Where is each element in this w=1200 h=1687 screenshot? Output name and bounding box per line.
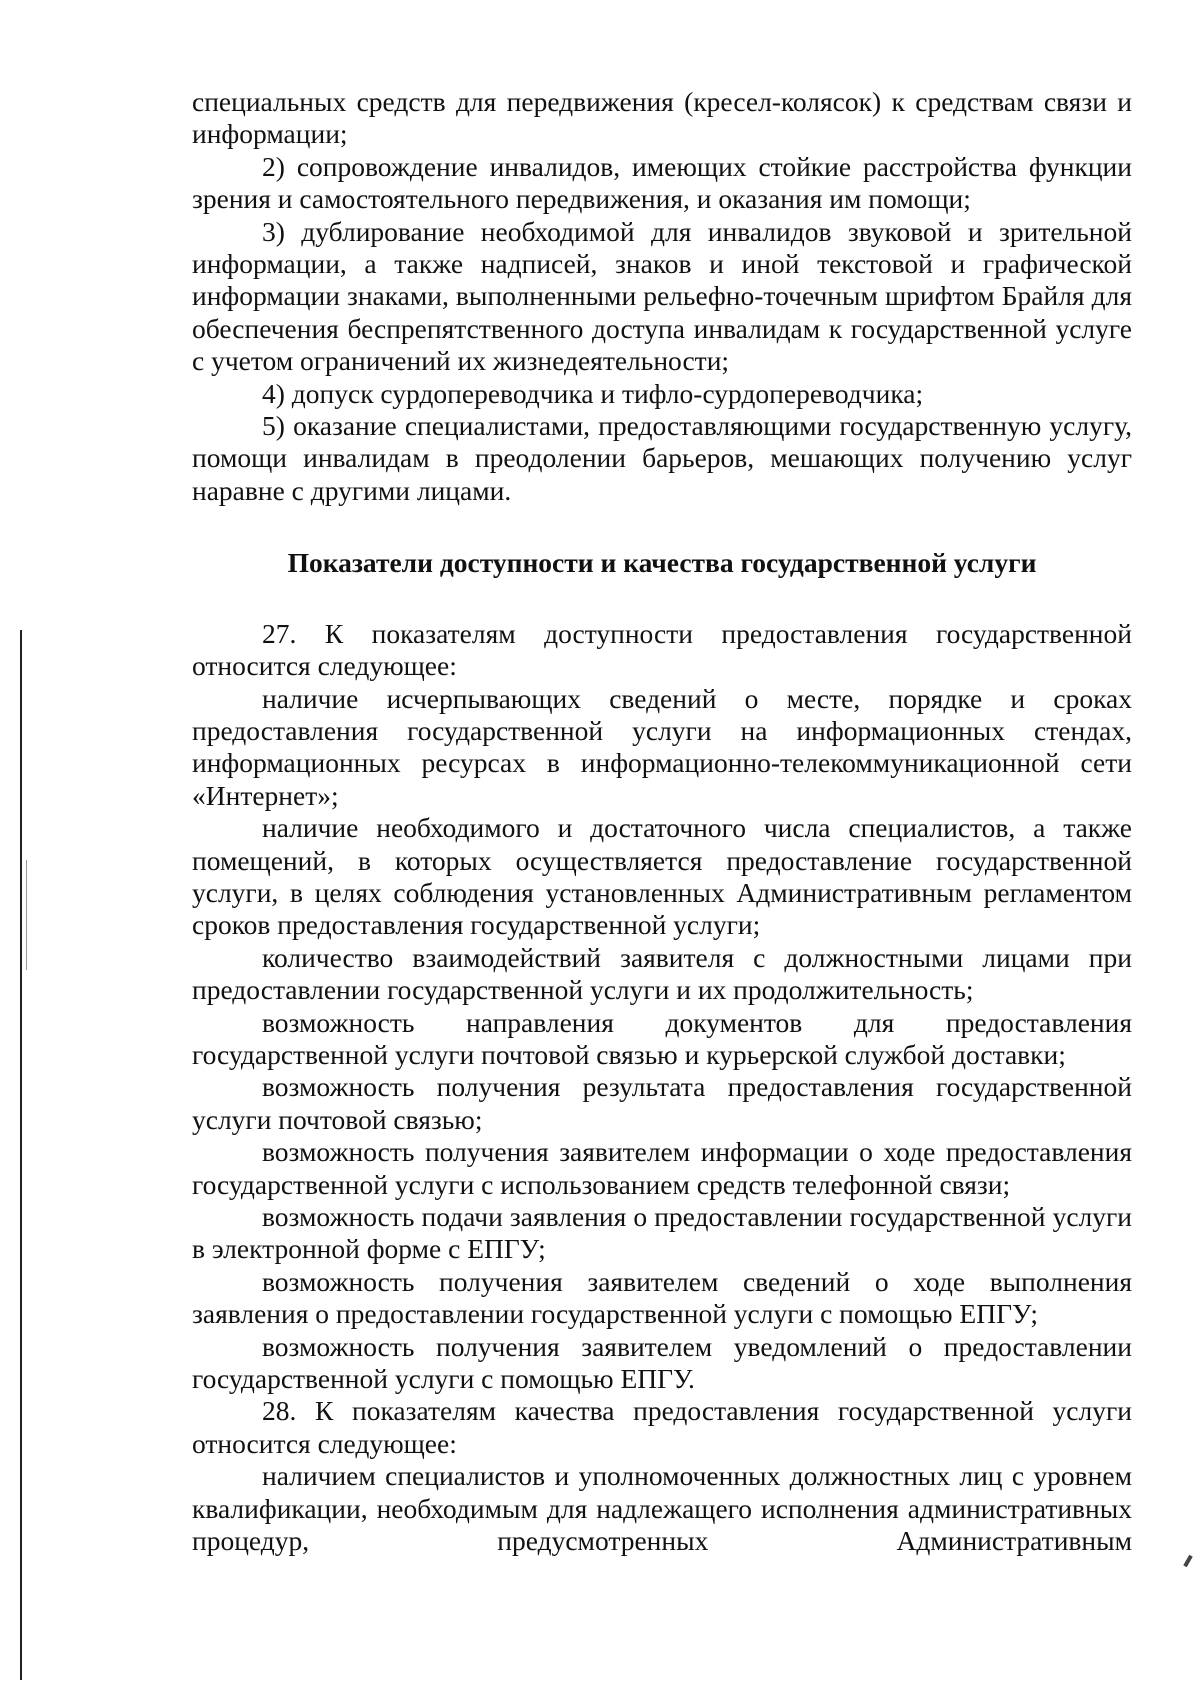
paragraph: наличие необходимого и достаточного числа специалистов, а также помещений, в которых осуществляется предоставление государственной услуги, в целях соблюдения установленных Административным регламентом сроков предоставления государственной услуги;	[192, 812, 1132, 941]
paragraph: возможность направления документов для предоставления государственной услуги почтовой связью и курьерской службой доставки;	[192, 1006, 1132, 1070]
paragraph: 28. К показателям качества предоставления государственной услуги относится следующее:	[192, 1395, 1132, 1459]
paragraph: возможность получения заявителем уведомлений о предоставлении государственной услуги с помощью ЕПГУ.	[192, 1330, 1132, 1395]
paragraph: возможность получения заявителем информации о ходе предоставления государственной услуги с использованием средств телефонной связи;	[192, 1136, 1132, 1200]
paragraph: наличие исчерпывающих сведений о месте, порядке и сроках предоставления государственной услуги на информационных стендах, информационных ресурсах в информационно-телекоммуникационной сети «Интернет»;	[192, 682, 1132, 811]
scan-margin-line-faint	[26, 860, 27, 970]
paragraph: возможность получения результата предоставления государственной услуги почтовой связью;	[192, 1071, 1132, 1135]
paragraph: 4) допуск сурдопереводчика и тифло-сурдопереводчика;	[262, 377, 924, 409]
paragraph: специальных средств для передвижения (кресел-колясок) к средствам связи и информации;	[192, 86, 1132, 150]
paragraph: наличием специалистов и уполномоченных должностных лиц с уровнем квалификации, необходимым для надлежащего исполнения административных процедур, предусмотренных Административным	[192, 1460, 1132, 1557]
paragraphs-bottom	[192, 618, 1132, 1558]
paragraph: возможность подачи заявления о предоставлении государственной услуги в электронной форме с ЕПГУ;	[192, 1201, 1132, 1265]
paragraph: количество взаимодействий заявителя с должностными лицами при предоставлении государственной услуги и их продолжительность;	[192, 941, 1132, 1006]
paragraph: 27. К показателям доступности предоставления государственной относится следующее:	[192, 617, 1132, 682]
paragraphs-top	[192, 86, 1132, 507]
section-heading: Показатели доступности и качества государственной услуги	[287, 547, 1037, 579]
paragraph: 2) сопровождение инвалидов, имеющих стойкие расстройства функции зрения и самостоятельного передвижения, и оказания им помощи;	[192, 150, 1132, 215]
scan-edge-mark	[1183, 1555, 1192, 1567]
paragraph: 3) дублирование необходимой для инвалидов звуковой и зрительной информации, а также надписей, знаков и иной текстовой и графической информации знаками, выполненными рельефно-точечным шрифтом Брайля для обеспечения беспрепятственного доступа инвалидам к государственной услуге с учетом ограничений их жизнедеятельности;	[192, 215, 1132, 377]
document-page	[192, 86, 1132, 1557]
paragraph: возможность получения заявителем сведений о ходе выполнения заявления о предоставлении государственной услуги с помощью ЕПГУ;	[192, 1265, 1132, 1330]
paragraph: 5) оказание специалистами, предоставляющими государственную услугу, помощи инвалидам в преодолении барьеров, мешающих получению услуг наравне с другими лицами.	[192, 410, 1132, 506]
scan-margin-line	[20, 630, 22, 1680]
